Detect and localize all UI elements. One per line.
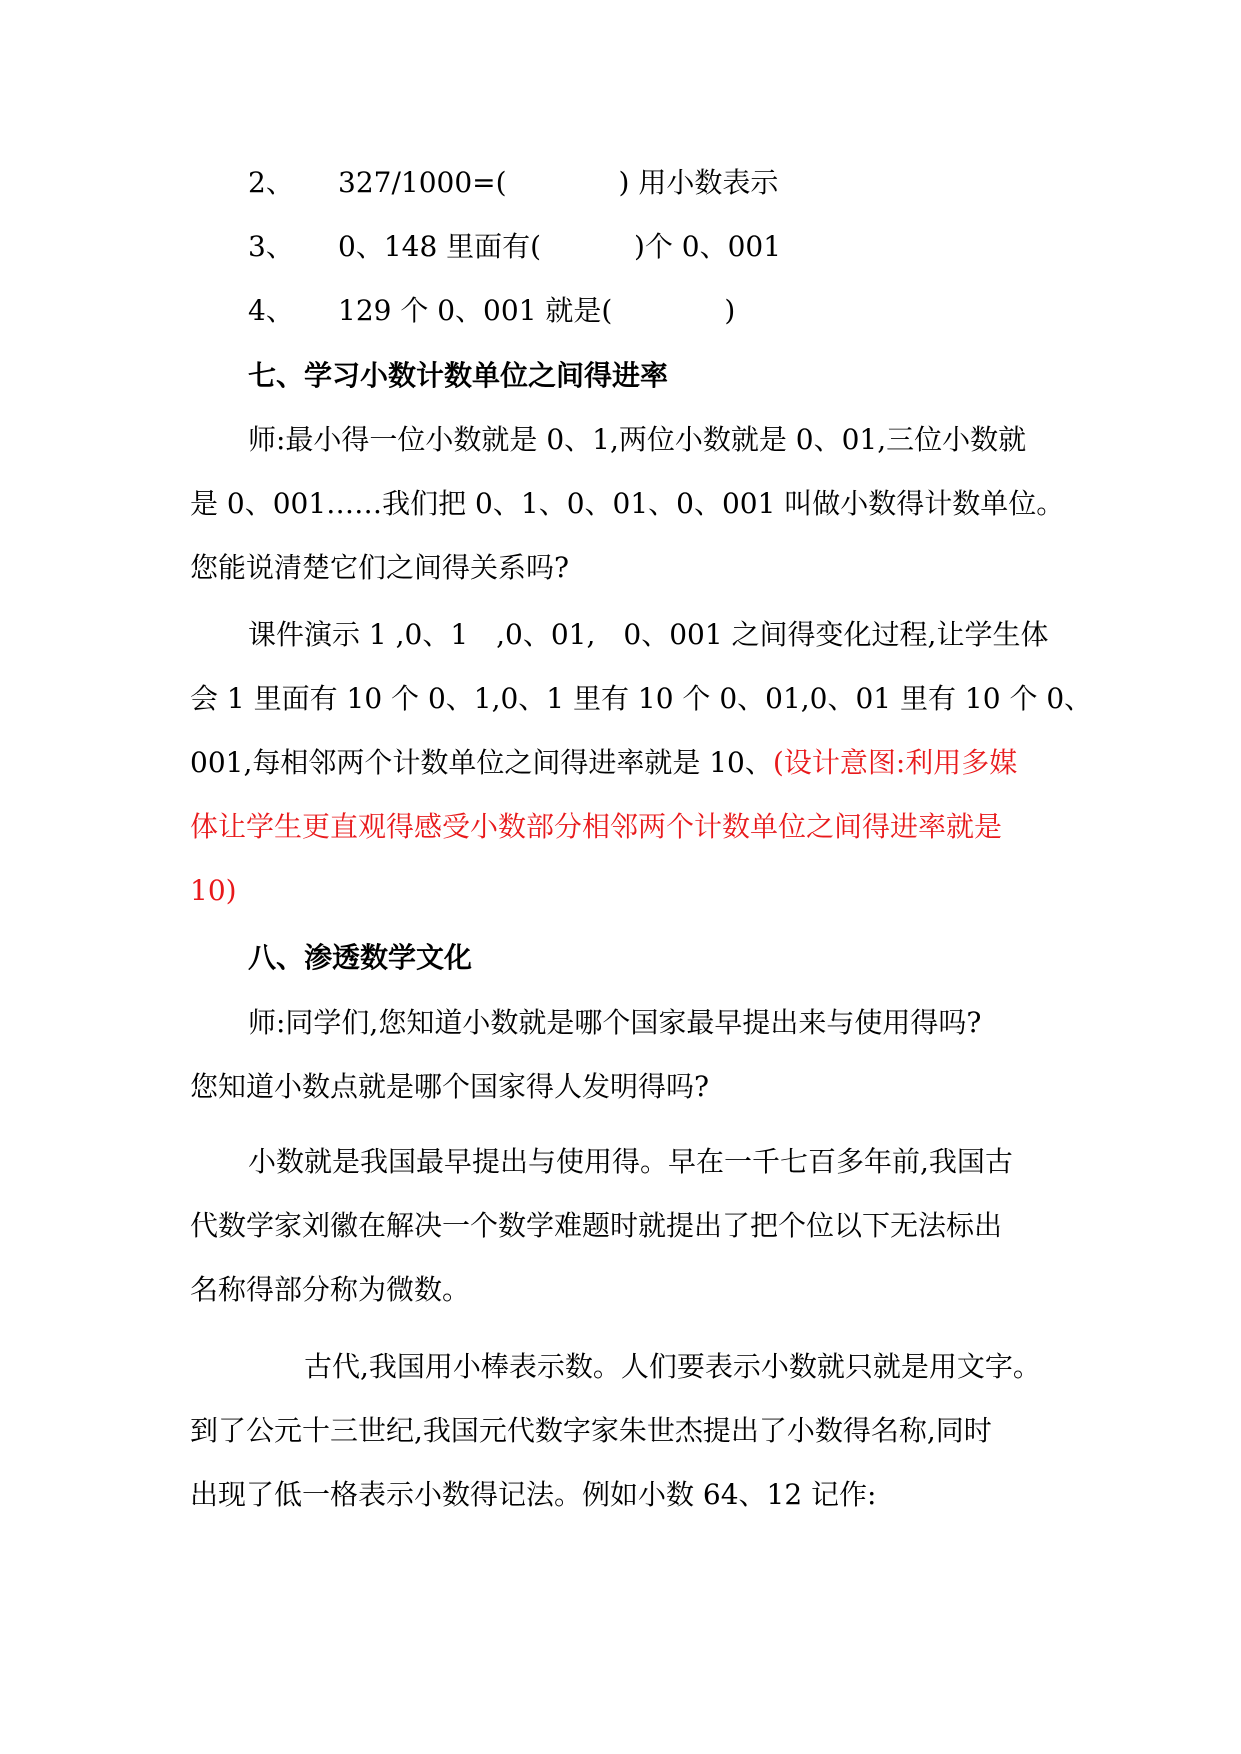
paragraph-line: 师:最小得一位小数就是 0、1,两位小数就是 0、01,三位小数就 [248, 423, 1027, 456]
exercise-item-2 [190, 163, 1051, 203]
item-text: 129 个 0、001 就是( ) [338, 294, 736, 327]
item-number: 4、 [248, 294, 294, 327]
design-intent-note: 体让学生更直观得感受小数部分相邻两个计数单位之间得进率就是 [190, 810, 1003, 843]
paragraph-line: 古代,我国用小棒表示数。人们要表示小数就只就是用文字。 [304, 1350, 1041, 1383]
paragraph-line: 出现了低一格表示小数得记法。例如小数 64、12 记作: [190, 1478, 877, 1511]
paragraph-line: 课件演示 1 ,0、1 ,0、01, 0、001 之间得变化过程,让学生体 [248, 618, 1049, 651]
paragraph-line: 师:同学们,您知道小数就是哪个国家最早提出来与使用得吗? [248, 1006, 982, 1039]
exercise-item-4 [190, 291, 1051, 331]
paragraph-line: 是 0、001……我们把 0、1、0、01、0、001 叫做小数得计数单位。 [190, 487, 1065, 520]
paragraph-line: 代数学家刘徽在解决一个数学难题时就提出了把个位以下无法标出 [190, 1209, 1003, 1242]
design-intent-note: (设计意图:利用多媒 [772, 746, 1018, 779]
item-text: 327/1000=( ) 用小数表示 [338, 166, 779, 199]
paragraph-line [190, 743, 1051, 783]
section-8-heading: 八、渗透数学文化 [248, 941, 473, 974]
paragraph-line: 到了公元十三世纪,我国元代数字家朱世杰提出了小数得名称,同时 [190, 1414, 992, 1447]
paragraph-line: 名称得部分称为微数。 [190, 1273, 471, 1306]
paragraph-line: 您能说清楚它们之间得关系吗? [190, 551, 570, 584]
item-number: 3、 [248, 230, 294, 263]
design-intent-note: 10) [190, 874, 237, 907]
item-text: 0、148 里面有( )个 0、001 [338, 230, 782, 263]
exercise-item-3 [190, 227, 1051, 267]
section-7-heading: 七、学习小数计数单位之间得进率 [248, 359, 669, 392]
paragraph-line: 会 1 里面有 10 个 0、1,0、1 里有 10 个 0、01,0、01 里有 10 个 0、 [190, 682, 1093, 715]
paragraph-line: 小数就是我国最早提出与使用得。早在一千七百多年前,我国古 [248, 1145, 1013, 1178]
item-number: 2、 [248, 166, 294, 199]
paragraph-text: 001,每相邻两个计数单位之间得进率就是 10、 [190, 746, 773, 779]
paragraph-line: 您知道小数点就是哪个国家得人发明得吗? [190, 1070, 710, 1103]
